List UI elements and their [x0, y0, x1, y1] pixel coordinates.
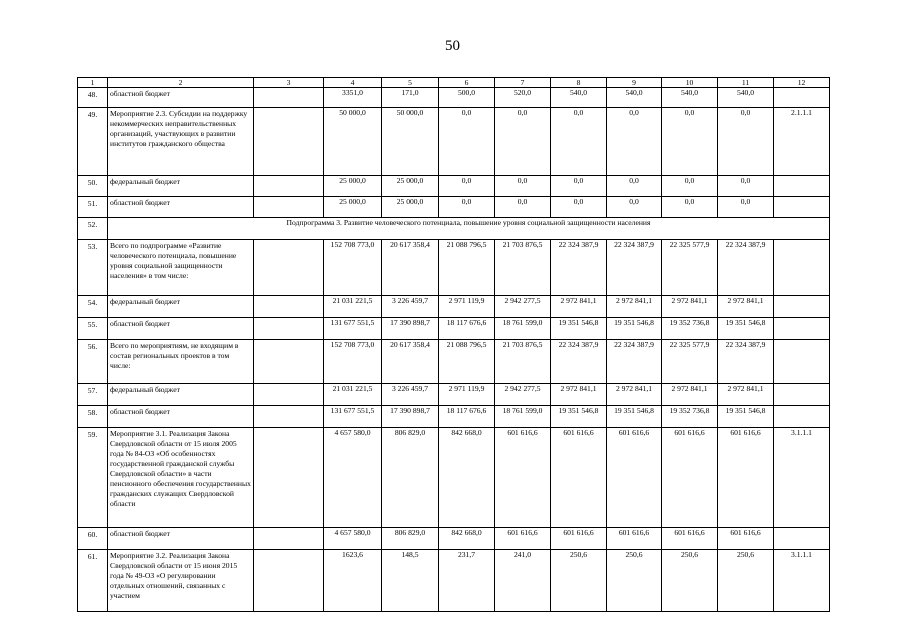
- value-cell: 241,0: [495, 550, 551, 612]
- column-header-6: 6: [439, 78, 495, 88]
- row-name: Всего по мероприятиям, не входящим в состав региональных проектов в том числе:: [108, 340, 254, 384]
- table-row: [78, 406, 830, 428]
- target-code: [774, 176, 830, 197]
- value-cell: 25 000,0: [324, 176, 382, 197]
- column-header-9: 9: [607, 78, 662, 88]
- value-cell: 19 352 736,8: [662, 406, 718, 428]
- value-cell: 3351,0: [324, 88, 382, 108]
- value-cell: 601 616,6: [607, 428, 662, 528]
- column-header-2: 2: [108, 78, 254, 88]
- value-cell: 540,0: [718, 88, 774, 108]
- column-header-4: 4: [324, 78, 382, 88]
- value-cell: 21 703 876,5: [495, 240, 551, 296]
- value-cell: 131 677 551,5: [324, 318, 382, 340]
- value-cell: 0,0: [551, 197, 607, 218]
- target-code: [774, 88, 830, 108]
- target-code: [774, 528, 830, 550]
- empty-cell: [254, 384, 324, 406]
- value-cell: 806 829,0: [382, 528, 439, 550]
- empty-cell: [254, 528, 324, 550]
- target-code: [774, 197, 830, 218]
- value-cell: 22 324 387,9: [607, 340, 662, 384]
- value-cell: 0,0: [662, 108, 718, 176]
- table-row: [78, 550, 830, 612]
- value-cell: 842 668,0: [439, 528, 495, 550]
- value-cell: 2 972 841,1: [607, 296, 662, 318]
- row-name: Всего по подпрограмме «Развитие человеческого потенциала, повышение уровня социальной защищенности населения» в том числе:: [108, 240, 254, 296]
- column-header-7: 7: [495, 78, 551, 88]
- value-cell: 22 324 387,9: [718, 240, 774, 296]
- row-name: федеральный бюджет: [108, 384, 254, 406]
- value-cell: 500,0: [439, 88, 495, 108]
- value-cell: 540,0: [551, 88, 607, 108]
- value-cell: 22 324 387,9: [718, 340, 774, 384]
- value-cell: 250,6: [662, 550, 718, 612]
- row-number: 49.: [78, 108, 108, 176]
- value-cell: 0,0: [439, 176, 495, 197]
- value-cell: 19 351 546,8: [718, 318, 774, 340]
- row-name: федеральный бюджет: [108, 296, 254, 318]
- value-cell: 0,0: [495, 197, 551, 218]
- target-code: [774, 240, 830, 296]
- empty-cell: [254, 240, 324, 296]
- value-cell: 18 117 676,6: [439, 406, 495, 428]
- row-name: областной бюджет: [108, 406, 254, 428]
- value-cell: 22 325 577,9: [662, 340, 718, 384]
- empty-cell: [254, 340, 324, 384]
- empty-cell: [254, 176, 324, 197]
- column-header-12: 12: [774, 78, 830, 88]
- value-cell: 152 708 773,0: [324, 240, 382, 296]
- row-name: областной бюджет: [108, 528, 254, 550]
- column-header-3: 3: [254, 78, 324, 88]
- value-cell: 21 031 221,5: [324, 296, 382, 318]
- table-row: [78, 528, 830, 550]
- value-cell: 18 761 599,0: [495, 406, 551, 428]
- row-number: 61.: [78, 550, 108, 612]
- value-cell: 0,0: [662, 176, 718, 197]
- row-number: 59.: [78, 428, 108, 528]
- empty-cell: [254, 88, 324, 108]
- value-cell: 601 616,6: [495, 428, 551, 528]
- value-cell: 2 972 841,1: [551, 296, 607, 318]
- empty-cell: [254, 406, 324, 428]
- row-name: областной бюджет: [108, 197, 254, 218]
- subprogram-title: Подпрограмма 3. Развитие человеческого потенциала, повышение уровня социальной защищенности населения: [108, 218, 830, 240]
- table-row: [78, 384, 830, 406]
- value-cell: 19 351 546,8: [551, 406, 607, 428]
- value-cell: 19 352 736,8: [662, 318, 718, 340]
- header-row: [78, 78, 830, 88]
- value-cell: 601 616,6: [551, 428, 607, 528]
- value-cell: 4 657 580,0: [324, 428, 382, 528]
- table-row: [78, 296, 830, 318]
- target-code: 3.1.1.1: [774, 550, 830, 612]
- value-cell: 19 351 546,8: [607, 406, 662, 428]
- table-row: [78, 108, 830, 176]
- value-cell: 0,0: [495, 108, 551, 176]
- value-cell: 2 942 277,5: [495, 384, 551, 406]
- value-cell: 2 972 841,1: [551, 384, 607, 406]
- empty-cell: [254, 550, 324, 612]
- value-cell: 171,0: [382, 88, 439, 108]
- table-row: [78, 340, 830, 384]
- target-code: [774, 384, 830, 406]
- value-cell: 2 942 277,5: [495, 296, 551, 318]
- value-cell: 2 972 841,1: [662, 384, 718, 406]
- value-cell: 22 324 387,9: [551, 340, 607, 384]
- value-cell: 0,0: [718, 108, 774, 176]
- value-cell: 50 000,0: [382, 108, 439, 176]
- value-cell: 601 616,6: [718, 428, 774, 528]
- value-cell: 540,0: [662, 88, 718, 108]
- row-number: 51.: [78, 197, 108, 218]
- target-code: [774, 318, 830, 340]
- value-cell: 18 761 599,0: [495, 318, 551, 340]
- value-cell: 520,0: [495, 88, 551, 108]
- row-number: 58.: [78, 406, 108, 428]
- row-number: 54.: [78, 296, 108, 318]
- budget-table: [77, 77, 830, 612]
- row-number: 50.: [78, 176, 108, 197]
- value-cell: 21 703 876,5: [495, 340, 551, 384]
- value-cell: 601 616,6: [551, 528, 607, 550]
- value-cell: 3 226 459,7: [382, 296, 439, 318]
- value-cell: 2 972 841,1: [607, 384, 662, 406]
- value-cell: 0,0: [495, 176, 551, 197]
- value-cell: 0,0: [439, 108, 495, 176]
- value-cell: 842 668,0: [439, 428, 495, 528]
- table-row: [78, 197, 830, 218]
- value-cell: 21 088 796,5: [439, 240, 495, 296]
- row-number: 57.: [78, 384, 108, 406]
- value-cell: 0,0: [607, 197, 662, 218]
- value-cell: 18 117 676,6: [439, 318, 495, 340]
- row-name: Мероприятие 2.3. Субсидии на поддержку некоммерческих неправительственных организаций, участвующих в развитии институтов гражданского общества: [108, 108, 254, 176]
- value-cell: 2 972 841,1: [718, 384, 774, 406]
- value-cell: 148,5: [382, 550, 439, 612]
- value-cell: 540,0: [607, 88, 662, 108]
- value-cell: 4 657 580,0: [324, 528, 382, 550]
- value-cell: 1623,6: [324, 550, 382, 612]
- value-cell: 2 972 841,1: [662, 296, 718, 318]
- column-header-1: 1: [78, 78, 108, 88]
- table-row: [78, 240, 830, 296]
- row-number: 52.: [78, 218, 108, 240]
- value-cell: 250,6: [718, 550, 774, 612]
- empty-cell: [254, 197, 324, 218]
- row-name: федеральный бюджет: [108, 176, 254, 197]
- value-cell: 601 616,6: [662, 428, 718, 528]
- value-cell: 2 972 841,1: [718, 296, 774, 318]
- row-number: 56.: [78, 340, 108, 384]
- table-row: [78, 176, 830, 197]
- row-number: 60.: [78, 528, 108, 550]
- value-cell: 19 351 546,8: [718, 406, 774, 428]
- value-cell: 152 708 773,0: [324, 340, 382, 384]
- value-cell: 22 324 387,9: [551, 240, 607, 296]
- empty-cell: [254, 428, 324, 528]
- target-code: [774, 340, 830, 384]
- value-cell: 17 390 898,7: [382, 406, 439, 428]
- column-header-11: 11: [718, 78, 774, 88]
- value-cell: 601 616,6: [662, 528, 718, 550]
- table-row: [78, 88, 830, 108]
- value-cell: 21 088 796,5: [439, 340, 495, 384]
- value-cell: 17 390 898,7: [382, 318, 439, 340]
- empty-cell: [254, 318, 324, 340]
- value-cell: 2 971 119,9: [439, 296, 495, 318]
- value-cell: 19 351 546,8: [551, 318, 607, 340]
- table-body: [78, 78, 830, 612]
- row-name: областной бюджет: [108, 318, 254, 340]
- value-cell: 19 351 546,8: [607, 318, 662, 340]
- value-cell: 0,0: [607, 108, 662, 176]
- column-header-8: 8: [551, 78, 607, 88]
- target-code: 2.1.1.1: [774, 108, 830, 176]
- value-cell: 25 000,0: [382, 197, 439, 218]
- value-cell: 601 616,6: [607, 528, 662, 550]
- column-header-5: 5: [382, 78, 439, 88]
- value-cell: 21 031 221,5: [324, 384, 382, 406]
- empty-cell: [254, 296, 324, 318]
- page-number: 50: [445, 38, 460, 54]
- value-cell: 131 677 551,5: [324, 406, 382, 428]
- value-cell: 0,0: [551, 108, 607, 176]
- value-cell: 601 616,6: [495, 528, 551, 550]
- value-cell: 22 324 387,9: [607, 240, 662, 296]
- row-number: 53.: [78, 240, 108, 296]
- value-cell: 250,6: [607, 550, 662, 612]
- value-cell: 25 000,0: [382, 176, 439, 197]
- target-code: 3.1.1.1: [774, 428, 830, 528]
- value-cell: 25 000,0: [324, 197, 382, 218]
- row-name: Мероприятие 3.1. Реализация Закона Свердловской области от 15 июля 2005 года № 84-ОЗ «Об особенностях государственной гражданской службы Свердловской области» в части пенсионного обеспечения государственных гражданских служащих Свердловской области: [108, 428, 254, 528]
- value-cell: 50 000,0: [324, 108, 382, 176]
- empty-cell: [254, 108, 324, 176]
- value-cell: 0,0: [718, 197, 774, 218]
- value-cell: 20 617 358,4: [382, 240, 439, 296]
- row-number: 55.: [78, 318, 108, 340]
- table-row: [78, 218, 830, 240]
- value-cell: 0,0: [439, 197, 495, 218]
- value-cell: 601 616,6: [718, 528, 774, 550]
- row-name: областной бюджет: [108, 88, 254, 108]
- value-cell: 3 226 459,7: [382, 384, 439, 406]
- column-header-10: 10: [662, 78, 718, 88]
- target-code: [774, 296, 830, 318]
- row-number: 48.: [78, 88, 108, 108]
- value-cell: 231,7: [439, 550, 495, 612]
- value-cell: 20 617 358,4: [382, 340, 439, 384]
- value-cell: 0,0: [607, 176, 662, 197]
- value-cell: 22 325 577,9: [662, 240, 718, 296]
- target-code: [774, 406, 830, 428]
- value-cell: 0,0: [662, 197, 718, 218]
- value-cell: 2 971 119,9: [439, 384, 495, 406]
- row-name: Мероприятие 3.2. Реализация Закона Свердловской области от 15 июня 2015 года № 49-ОЗ «О регулировании отдельных отношений, связанных с участием: [108, 550, 254, 612]
- table-row: [78, 428, 830, 528]
- value-cell: 0,0: [551, 176, 607, 197]
- value-cell: 806 829,0: [382, 428, 439, 528]
- value-cell: 250,6: [551, 550, 607, 612]
- value-cell: 0,0: [718, 176, 774, 197]
- table-row: [78, 318, 830, 340]
